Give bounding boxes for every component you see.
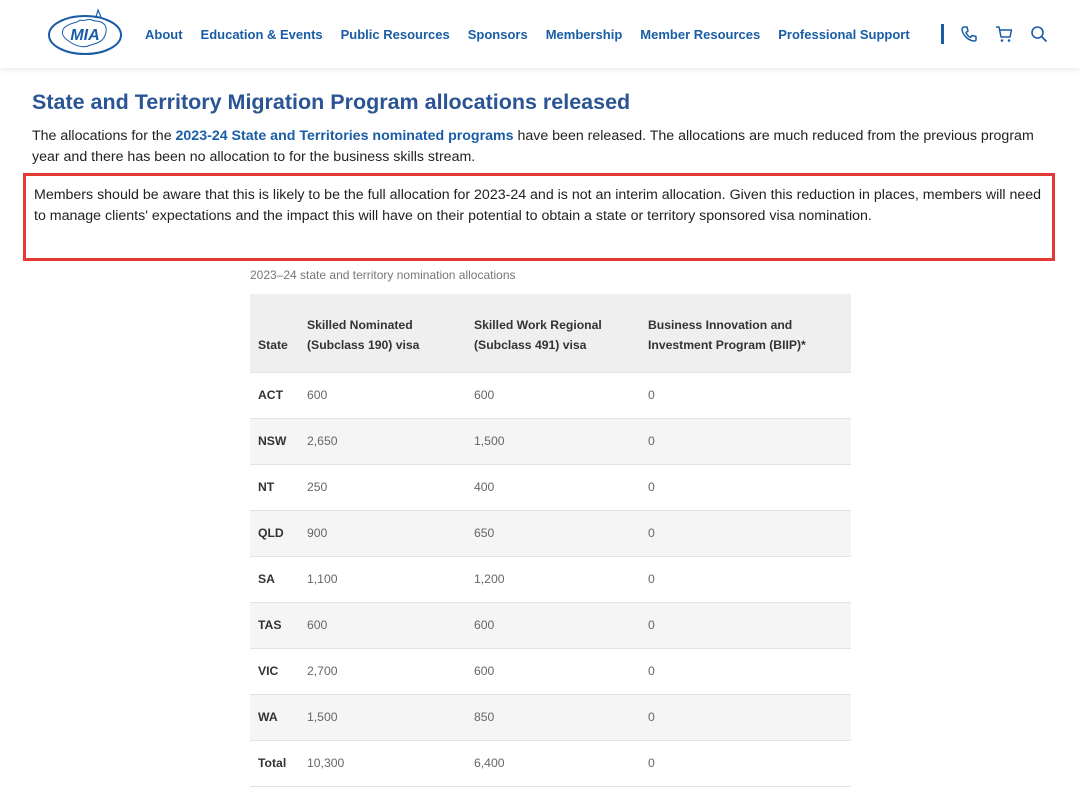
table-row	[250, 694, 851, 740]
cell-biip: 0	[640, 740, 851, 786]
table-row-total	[250, 740, 851, 786]
cell-state: SA	[250, 556, 299, 602]
nav-public-resources[interactable]: Public Resources	[340, 26, 450, 42]
callout-text: Members should be aware that this is likely to be the full allocation for 2023-24 and is not an interim allocation. Given this reduction in places, members will need to manage clients' expectations and the impact this will have on their potential to obtain a state or territory sponsored visa nomination.	[34, 187, 1042, 224]
cell-subclass-491: 1,500	[466, 418, 640, 464]
cell-subclass-491: 1,200	[466, 556, 640, 602]
cell-biip: 0	[640, 648, 851, 694]
cell-subclass-190: 250	[299, 464, 466, 510]
cell-subclass-491: 650	[466, 510, 640, 556]
nav-divider	[941, 24, 944, 44]
cell-biip: 0	[640, 418, 851, 464]
table-row	[250, 510, 851, 556]
table-caption: 2023–24 state and territory nomination allocations	[250, 268, 516, 282]
nav-sponsors[interactable]: Sponsors	[467, 26, 528, 42]
table-header-row	[250, 294, 851, 372]
table-row	[250, 556, 851, 602]
table-row	[250, 464, 851, 510]
nav-membership[interactable]: Membership	[545, 26, 623, 42]
cell-subclass-491: 400	[466, 464, 640, 510]
nav-professional-support[interactable]: Professional Support	[778, 26, 910, 42]
cell-state: NT	[250, 464, 299, 510]
cell-subclass-190: 10,300	[299, 740, 466, 786]
search-icon[interactable]	[1029, 24, 1049, 44]
cell-subclass-491: 600	[466, 602, 640, 648]
cell-biip: 0	[640, 556, 851, 602]
cell-biip: 0	[640, 464, 851, 510]
table-row	[250, 372, 851, 418]
nav-about[interactable]: About	[145, 26, 183, 42]
nav-member-resources[interactable]: Member Resources	[640, 26, 761, 42]
cell-biip: 0	[640, 510, 851, 556]
highlight-callout	[23, 173, 1055, 261]
cell-state: QLD	[250, 510, 299, 556]
allocations-link[interactable]: 2023-24 State and Territories nominated programs	[175, 128, 514, 144]
cell-subclass-190: 600	[299, 372, 466, 418]
table-row	[250, 648, 851, 694]
header-state: State	[250, 294, 299, 372]
header-subclass-491: Skilled Work Regional (Subclass 491) visa	[466, 294, 640, 372]
cell-biip: 0	[640, 694, 851, 740]
header-subclass-190: Skilled Nominated (Subclass 190) visa	[299, 294, 466, 372]
cell-state: ACT	[250, 372, 299, 418]
cell-subclass-190: 600	[299, 602, 466, 648]
cell-state: TAS	[250, 602, 299, 648]
cell-subclass-491: 6,400	[466, 740, 640, 786]
cell-subclass-491: 600	[466, 648, 640, 694]
phone-icon[interactable]	[959, 24, 979, 44]
table-row	[250, 418, 851, 464]
cell-state: NSW	[250, 418, 299, 464]
cart-icon[interactable]	[994, 24, 1014, 44]
cell-biip: 0	[640, 372, 851, 418]
cell-state: Total	[250, 740, 299, 786]
allocations-table	[250, 294, 851, 787]
table-body	[250, 372, 851, 786]
cell-subclass-190: 2,700	[299, 648, 466, 694]
cell-subclass-190: 2,650	[299, 418, 466, 464]
header-biip: Business Innovation and Investment Program (BIIP)*	[640, 294, 851, 372]
cell-state: VIC	[250, 648, 299, 694]
cell-subclass-190: 1,500	[299, 694, 466, 740]
main-nav	[145, 0, 928, 68]
intro-text-before: The allocations for the	[32, 128, 176, 144]
nav-education-events[interactable]: Education & Events	[200, 26, 323, 42]
cell-subclass-491: 600	[466, 372, 640, 418]
article-title: State and Territory Migration Program allocations released	[32, 90, 631, 114]
table-row	[250, 602, 851, 648]
cell-subclass-190: 900	[299, 510, 466, 556]
cell-subclass-190: 1,100	[299, 556, 466, 602]
article-intro	[32, 126, 1052, 168]
cell-subclass-491: 850	[466, 694, 640, 740]
cell-state: WA	[250, 694, 299, 740]
site-header	[0, 0, 1080, 68]
mia-logo[interactable]	[46, 8, 124, 60]
intro-text-after: have been released. The allocations are much reduced from the previous program year and there has been no allocation to for the business skills stream.	[32, 128, 1034, 165]
cell-biip: 0	[640, 602, 851, 648]
svg-text:MIA: MIA	[70, 27, 100, 44]
